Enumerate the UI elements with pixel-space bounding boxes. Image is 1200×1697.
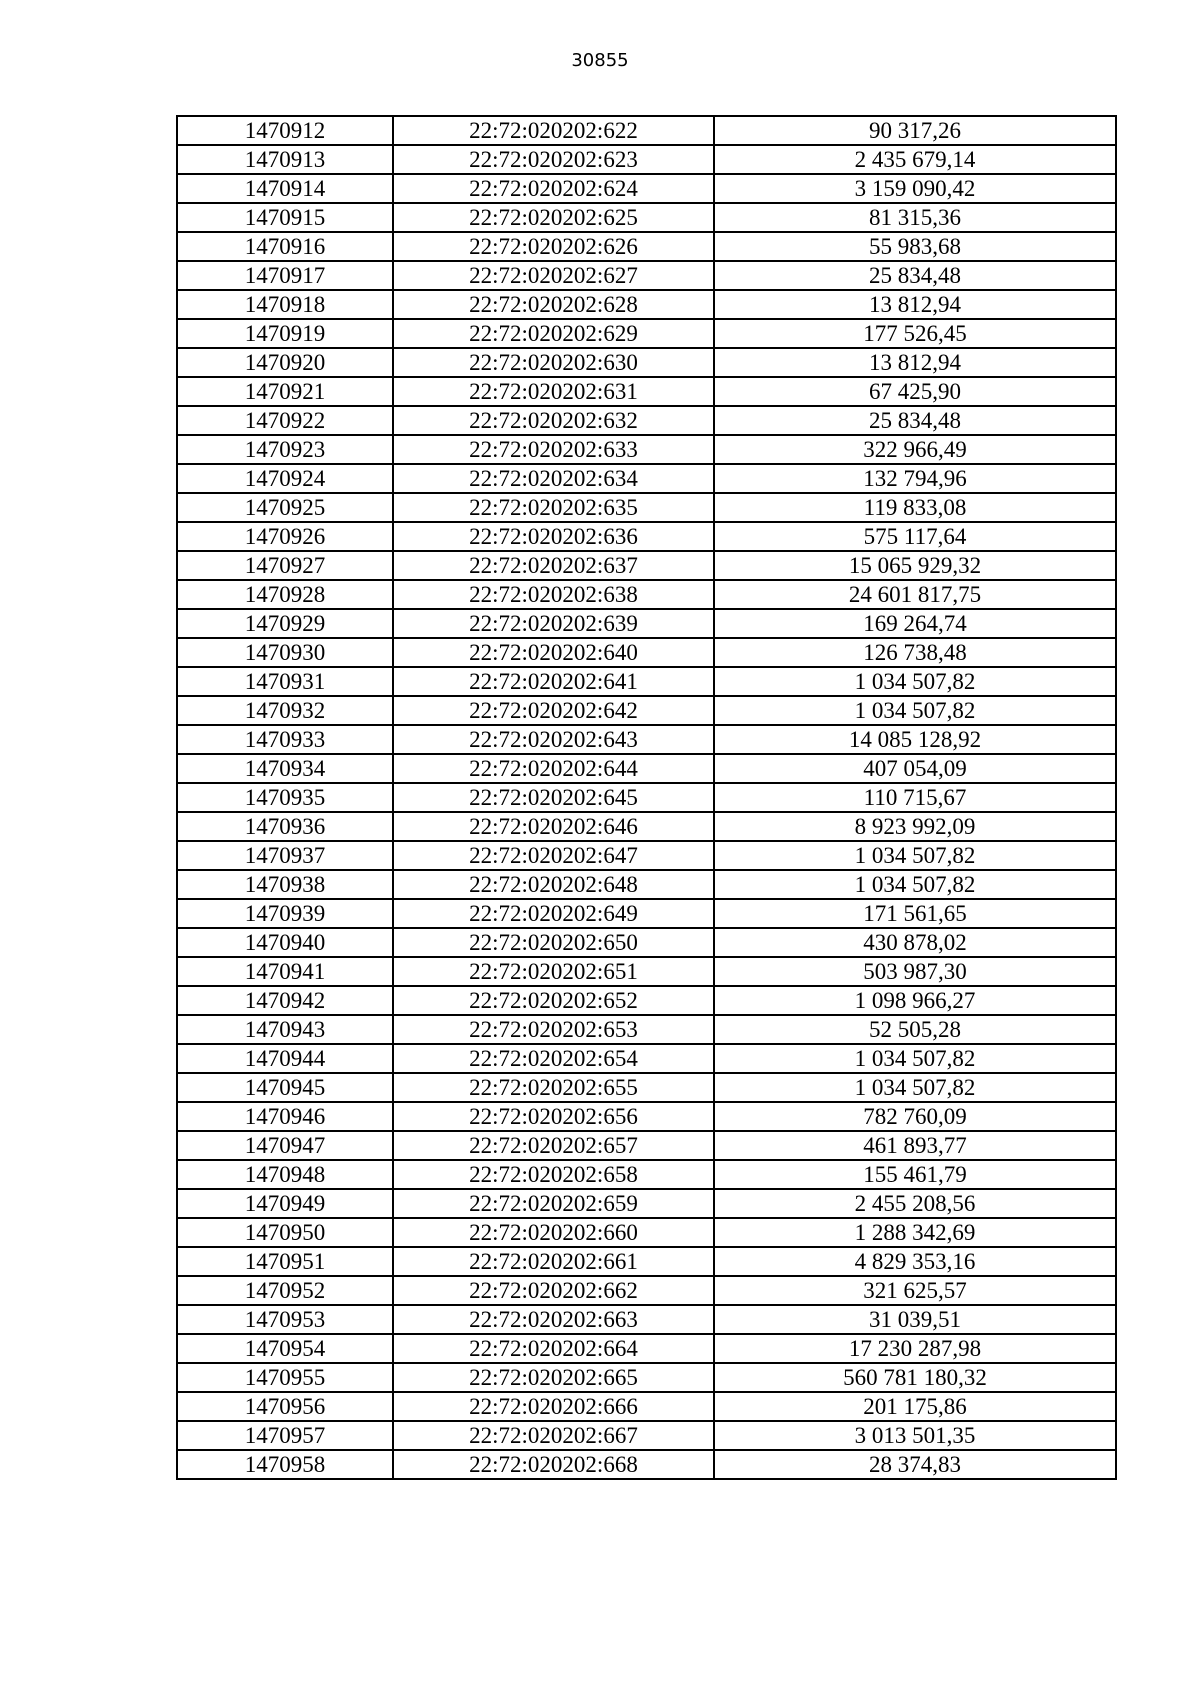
cadastral-value-cell: 503 987,30 (714, 957, 1116, 986)
cadastral-value-cell: 560 781 180,32 (714, 1363, 1116, 1392)
row-id-cell: 1470928 (177, 580, 393, 609)
cadastral-value-cell: 126 738,48 (714, 638, 1116, 667)
row-id-cell: 1470944 (177, 1044, 393, 1073)
cadastral-value-cell: 55 983,68 (714, 232, 1116, 261)
row-id-cell: 1470924 (177, 464, 393, 493)
cadastral-value-cell: 1 034 507,82 (714, 1044, 1116, 1073)
cadastral-value-cell: 322 966,49 (714, 435, 1116, 464)
row-id-cell: 1470957 (177, 1421, 393, 1450)
cadastral-value-cell: 1 034 507,82 (714, 1073, 1116, 1102)
cadastral-number-cell: 22:72:020202:637 (393, 551, 714, 580)
cadastral-number-cell: 22:72:020202:645 (393, 783, 714, 812)
cadastral-value-cell: 155 461,79 (714, 1160, 1116, 1189)
table-row (177, 1450, 1116, 1479)
cadastral-number-cell: 22:72:020202:660 (393, 1218, 714, 1247)
cadastral-number-cell: 22:72:020202:633 (393, 435, 714, 464)
cadastral-value-cell: 81 315,36 (714, 203, 1116, 232)
row-id-cell: 1470915 (177, 203, 393, 232)
row-id-cell: 1470956 (177, 1392, 393, 1421)
cadastral-number-cell: 22:72:020202:632 (393, 406, 714, 435)
cadastral-value-cell: 2 455 208,56 (714, 1189, 1116, 1218)
cadastral-number-cell: 22:72:020202:646 (393, 812, 714, 841)
page-number: 30855 (571, 50, 629, 71)
cadastral-value-cell: 13 812,94 (714, 290, 1116, 319)
cadastral-number-cell: 22:72:020202:650 (393, 928, 714, 957)
table-body (177, 116, 1116, 1479)
row-id-cell: 1470923 (177, 435, 393, 464)
row-id-cell: 1470926 (177, 522, 393, 551)
cadastral-value-cell: 24 601 817,75 (714, 580, 1116, 609)
row-id-cell: 1470943 (177, 1015, 393, 1044)
row-id-cell: 1470946 (177, 1102, 393, 1131)
table-row (177, 812, 1116, 841)
cadastral-number-cell: 22:72:020202:663 (393, 1305, 714, 1334)
cadastral-value-cell: 8 923 992,09 (714, 812, 1116, 841)
cadastral-number-cell: 22:72:020202:668 (393, 1450, 714, 1479)
table-row (177, 1015, 1116, 1044)
cadastral-value-cell: 171 561,65 (714, 899, 1116, 928)
row-id-cell: 1470918 (177, 290, 393, 319)
table-row (177, 1218, 1116, 1247)
cadastral-number-cell: 22:72:020202:644 (393, 754, 714, 783)
cadastral-value-cell: 782 760,09 (714, 1102, 1116, 1131)
table-row (177, 348, 1116, 377)
cadastral-number-cell: 22:72:020202:666 (393, 1392, 714, 1421)
table-row (177, 319, 1116, 348)
cadastral-number-cell: 22:72:020202:643 (393, 725, 714, 754)
cadastral-value-cell: 3 159 090,42 (714, 174, 1116, 203)
cadastral-number-cell: 22:72:020202:651 (393, 957, 714, 986)
table-row (177, 957, 1116, 986)
cadastral-value-cell: 28 374,83 (714, 1450, 1116, 1479)
table-row (177, 1421, 1116, 1450)
cadastral-number-cell: 22:72:020202:625 (393, 203, 714, 232)
table-row (177, 1392, 1116, 1421)
cadastral-number-cell: 22:72:020202:626 (393, 232, 714, 261)
cadastral-value-cell: 31 039,51 (714, 1305, 1116, 1334)
row-id-cell: 1470925 (177, 493, 393, 522)
table-row (177, 1334, 1116, 1363)
cadastral-value-cell: 407 054,09 (714, 754, 1116, 783)
row-id-cell: 1470914 (177, 174, 393, 203)
row-id-cell: 1470952 (177, 1276, 393, 1305)
row-id-cell: 1470948 (177, 1160, 393, 1189)
table-row (177, 522, 1116, 551)
row-id-cell: 1470937 (177, 841, 393, 870)
cadastral-value-cell: 15 065 929,32 (714, 551, 1116, 580)
row-id-cell: 1470931 (177, 667, 393, 696)
cadastral-value-cell: 430 878,02 (714, 928, 1116, 957)
table-row (177, 986, 1116, 1015)
table-row (177, 464, 1116, 493)
table-row (177, 928, 1116, 957)
cadastral-number-cell: 22:72:020202:661 (393, 1247, 714, 1276)
cadastral-number-cell: 22:72:020202:656 (393, 1102, 714, 1131)
cadastral-value-cell: 25 834,48 (714, 261, 1116, 290)
cadastral-value-cell: 13 812,94 (714, 348, 1116, 377)
cadastral-number-cell: 22:72:020202:658 (393, 1160, 714, 1189)
cadastral-number-cell: 22:72:020202:622 (393, 116, 714, 145)
cadastral-value-cell: 177 526,45 (714, 319, 1116, 348)
cadastral-value-cell: 110 715,67 (714, 783, 1116, 812)
cadastral-value-cell: 321 625,57 (714, 1276, 1116, 1305)
cadastral-number-cell: 22:72:020202:629 (393, 319, 714, 348)
cadastral-number-cell: 22:72:020202:664 (393, 1334, 714, 1363)
table-row (177, 1247, 1116, 1276)
cadastral-number-cell: 22:72:020202:623 (393, 145, 714, 174)
table-row (177, 609, 1116, 638)
cadastral-value-cell: 169 264,74 (714, 609, 1116, 638)
row-id-cell: 1470951 (177, 1247, 393, 1276)
cadastral-value-cell: 3 013 501,35 (714, 1421, 1116, 1450)
table-row (177, 1073, 1116, 1102)
table-row (177, 116, 1116, 145)
cadastral-value-cell: 201 175,86 (714, 1392, 1116, 1421)
row-id-cell: 1470929 (177, 609, 393, 638)
cadastral-value-cell: 1 034 507,82 (714, 870, 1116, 899)
table-row (177, 783, 1116, 812)
cadastral-number-cell: 22:72:020202:655 (393, 1073, 714, 1102)
table-row (177, 725, 1116, 754)
cadastral-value-cell: 1 034 507,82 (714, 667, 1116, 696)
cadastral-value-cell: 1 034 507,82 (714, 696, 1116, 725)
cadastral-number-cell: 22:72:020202:638 (393, 580, 714, 609)
cadastral-value-cell: 17 230 287,98 (714, 1334, 1116, 1363)
table-row (177, 493, 1116, 522)
table-row (177, 435, 1116, 464)
cadastral-number-cell: 22:72:020202:639 (393, 609, 714, 638)
row-id-cell: 1470912 (177, 116, 393, 145)
cadastral-value-cell: 1 098 966,27 (714, 986, 1116, 1015)
cadastral-number-cell: 22:72:020202:634 (393, 464, 714, 493)
table-row (177, 899, 1116, 928)
row-id-cell: 1470933 (177, 725, 393, 754)
row-id-cell: 1470949 (177, 1189, 393, 1218)
cadastral-value-cell: 119 833,08 (714, 493, 1116, 522)
row-id-cell: 1470942 (177, 986, 393, 1015)
cadastral-number-cell: 22:72:020202:665 (393, 1363, 714, 1392)
row-id-cell: 1470950 (177, 1218, 393, 1247)
table-row (177, 667, 1116, 696)
table-row (177, 232, 1116, 261)
table-row (177, 754, 1116, 783)
cadastral-number-cell: 22:72:020202:641 (393, 667, 714, 696)
cadastral-value-table (176, 115, 1117, 1480)
cadastral-number-cell: 22:72:020202:630 (393, 348, 714, 377)
cadastral-number-cell: 22:72:020202:653 (393, 1015, 714, 1044)
row-id-cell: 1470938 (177, 870, 393, 899)
table-row (177, 377, 1116, 406)
cadastral-value-cell: 90 317,26 (714, 116, 1116, 145)
cadastral-number-cell: 22:72:020202:640 (393, 638, 714, 667)
cadastral-number-cell: 22:72:020202:659 (393, 1189, 714, 1218)
table-row (177, 261, 1116, 290)
table-row (177, 1189, 1116, 1218)
cadastral-value-cell: 25 834,48 (714, 406, 1116, 435)
table-row (177, 174, 1116, 203)
cadastral-number-cell: 22:72:020202:649 (393, 899, 714, 928)
cadastral-number-cell: 22:72:020202:635 (393, 493, 714, 522)
cadastral-value-cell: 67 425,90 (714, 377, 1116, 406)
cadastral-value-cell: 2 435 679,14 (714, 145, 1116, 174)
row-id-cell: 1470955 (177, 1363, 393, 1392)
row-id-cell: 1470953 (177, 1305, 393, 1334)
cadastral-value-cell: 132 794,96 (714, 464, 1116, 493)
row-id-cell: 1470913 (177, 145, 393, 174)
row-id-cell: 1470917 (177, 261, 393, 290)
table-row (177, 1363, 1116, 1392)
row-id-cell: 1470940 (177, 928, 393, 957)
table-row (177, 145, 1116, 174)
row-id-cell: 1470930 (177, 638, 393, 667)
table-row (177, 638, 1116, 667)
cadastral-value-cell: 52 505,28 (714, 1015, 1116, 1044)
cadastral-value-cell: 461 893,77 (714, 1131, 1116, 1160)
cadastral-number-cell: 22:72:020202:627 (393, 261, 714, 290)
table-row (177, 1305, 1116, 1334)
cadastral-number-cell: 22:72:020202:654 (393, 1044, 714, 1073)
row-id-cell: 1470927 (177, 551, 393, 580)
row-id-cell: 1470936 (177, 812, 393, 841)
table-row (177, 1160, 1116, 1189)
table-row (177, 1044, 1116, 1073)
row-id-cell: 1470958 (177, 1450, 393, 1479)
row-id-cell: 1470920 (177, 348, 393, 377)
cadastral-number-cell: 22:72:020202:662 (393, 1276, 714, 1305)
row-id-cell: 1470922 (177, 406, 393, 435)
row-id-cell: 1470932 (177, 696, 393, 725)
table-row (177, 1276, 1116, 1305)
row-id-cell: 1470919 (177, 319, 393, 348)
cadastral-number-cell: 22:72:020202:636 (393, 522, 714, 551)
cadastral-number-cell: 22:72:020202:657 (393, 1131, 714, 1160)
table-row (177, 1102, 1116, 1131)
row-id-cell: 1470934 (177, 754, 393, 783)
cadastral-number-cell: 22:72:020202:648 (393, 870, 714, 899)
table-row (177, 580, 1116, 609)
cadastral-value-cell: 1 034 507,82 (714, 841, 1116, 870)
cadastral-number-cell: 22:72:020202:628 (393, 290, 714, 319)
table-row (177, 290, 1116, 319)
cadastral-number-cell: 22:72:020202:631 (393, 377, 714, 406)
row-id-cell: 1470954 (177, 1334, 393, 1363)
row-id-cell: 1470916 (177, 232, 393, 261)
cadastral-number-cell: 22:72:020202:652 (393, 986, 714, 1015)
row-id-cell: 1470921 (177, 377, 393, 406)
table-row (177, 1131, 1116, 1160)
table-row (177, 406, 1116, 435)
row-id-cell: 1470941 (177, 957, 393, 986)
row-id-cell: 1470939 (177, 899, 393, 928)
cadastral-number-cell: 22:72:020202:642 (393, 696, 714, 725)
cadastral-value-cell: 575 117,64 (714, 522, 1116, 551)
cadastral-value-cell: 1 288 342,69 (714, 1218, 1116, 1247)
row-id-cell: 1470935 (177, 783, 393, 812)
cadastral-number-cell: 22:72:020202:647 (393, 841, 714, 870)
cadastral-number-cell: 22:72:020202:667 (393, 1421, 714, 1450)
row-id-cell: 1470945 (177, 1073, 393, 1102)
cadastral-number-cell: 22:72:020202:624 (393, 174, 714, 203)
table-row (177, 551, 1116, 580)
table-row (177, 870, 1116, 899)
table-row (177, 696, 1116, 725)
row-id-cell: 1470947 (177, 1131, 393, 1160)
cadastral-value-cell: 4 829 353,16 (714, 1247, 1116, 1276)
table-row (177, 841, 1116, 870)
table-row (177, 203, 1116, 232)
cadastral-value-cell: 14 085 128,92 (714, 725, 1116, 754)
